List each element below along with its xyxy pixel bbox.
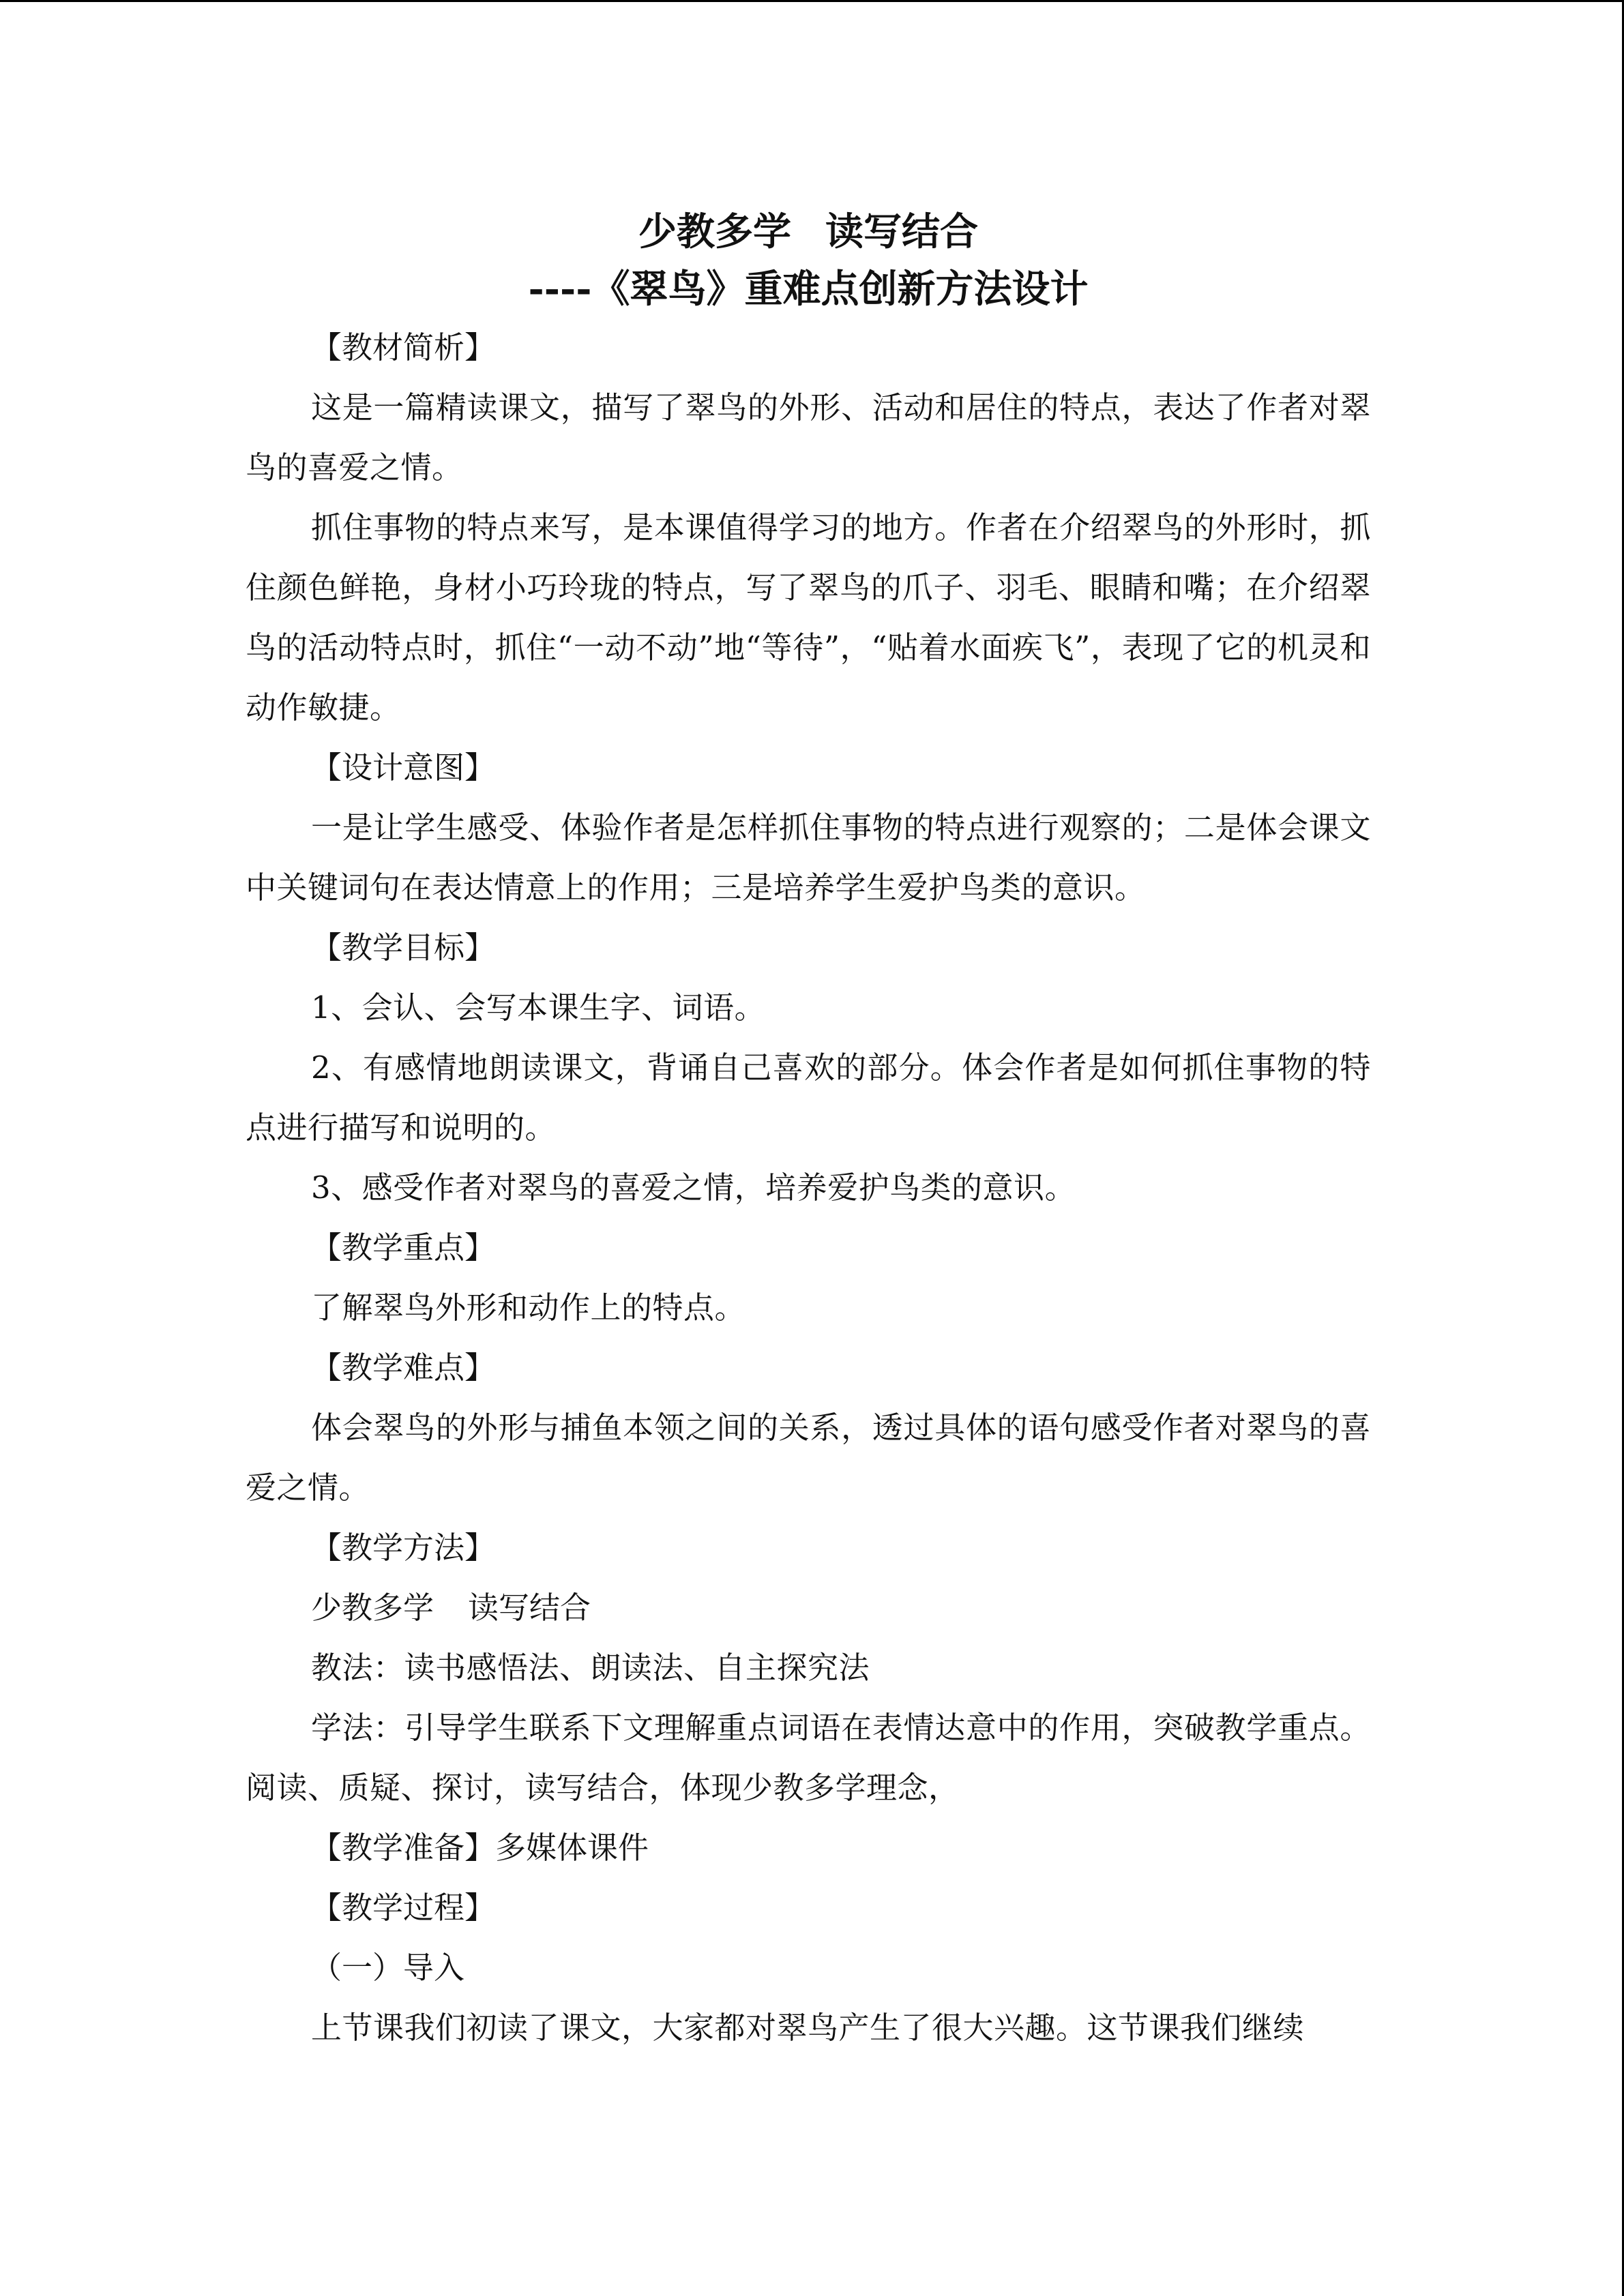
textbook-analysis-paragraph-2: 抓住事物的特点来写，是本课值得学习的地方。作者在介绍翠鸟的外形时，抓住颜色鲜艳，身材小巧玲珑的特点，写了翠鸟的爪子、羽毛、眼睛和嘴；在介绍翠鸟的活动特点时，抓住“一动不动”地“等待”，“贴着水面疾飞”，表现了它的机灵和动作敏捷。 xyxy=(246,509,1371,726)
document-body xyxy=(246,203,1371,2058)
design-intent-paragraph: 一是让学生感受、体验作者是怎样抓住事物的特点进行观察的；二是体会课文中关键词句在表达情意上的作用；三是培养学生爱护鸟类的意识。 xyxy=(246,809,1371,906)
teaching-methods-paragraph: 教法：读书感悟法、朗读法、自主探究法 xyxy=(311,1650,870,1686)
preparation-value: 多媒体课件 xyxy=(495,1830,649,1866)
document-subtitle: ----《翠鸟》重难点创新方法设计 xyxy=(528,267,1089,312)
objective-item-1: 1、会认、会写本课生字、词语。 xyxy=(311,989,766,1026)
methods-summary-part-b: 读写结合 xyxy=(468,1590,591,1626)
objective-item-3: 3、感受作者对翠鸟的喜爱之情，培养爱护鸟类的意识。 xyxy=(311,1169,1076,1206)
section-heading-design-intent: 【设计意图】 xyxy=(311,749,496,786)
title-part-a: 少教多学 xyxy=(638,209,791,254)
section-heading-objectives: 【教学目标】 xyxy=(311,929,496,966)
textbook-analysis-paragraph-1: 这是一篇精读课文，描写了翠鸟的外形、活动和居住的特点，表达了作者对翠鸟的喜爱之情。 xyxy=(246,389,1371,486)
section-heading-methods: 【教学方法】 xyxy=(311,1530,496,1566)
methods-summary xyxy=(246,1578,1371,1638)
page-top-border xyxy=(0,0,1624,2)
key-points-paragraph: 了解翠鸟外形和动作上的特点。 xyxy=(311,1289,746,1326)
section-heading-process: 【教学过程】 xyxy=(311,1890,496,1926)
objective-item-2: 2、有感情地朗读课文，背诵自己喜欢的部分。体会作者是如何抓住事物的特点进行描写和说明的。 xyxy=(246,1049,1371,1146)
process-step-1-heading: （一）导入 xyxy=(311,1950,465,1986)
section-heading-preparation: 【教学准备】 xyxy=(311,1830,496,1866)
section-heading-key-points: 【教学重点】 xyxy=(311,1229,496,1266)
section-heading-textbook-analysis: 【教材简析】 xyxy=(311,329,496,366)
section-preparation xyxy=(246,1818,1371,1878)
difficulties-paragraph: 体会翠鸟的外形与捕鱼本领之间的关系，透过具体的语句感受作者对翠鸟的喜爱之情。 xyxy=(246,1410,1371,1506)
document-title xyxy=(246,203,1371,260)
methods-summary-part-a: 少教多学 xyxy=(311,1590,434,1626)
title-part-b: 读写结合 xyxy=(825,209,978,254)
section-heading-difficulties: 【教学难点】 xyxy=(311,1350,496,1386)
process-step-1-paragraph: 上节课我们初读了课文，大家都对翠鸟产生了很大兴趣。这节课我们继续 xyxy=(311,2010,1305,2046)
learning-methods-paragraph: 学法：引导学生联系下文理解重点词语在表情达意中的作用，突破教学重点。阅读、质疑、探讨，读写结合，体现少教多学理念， xyxy=(246,1710,1371,1806)
